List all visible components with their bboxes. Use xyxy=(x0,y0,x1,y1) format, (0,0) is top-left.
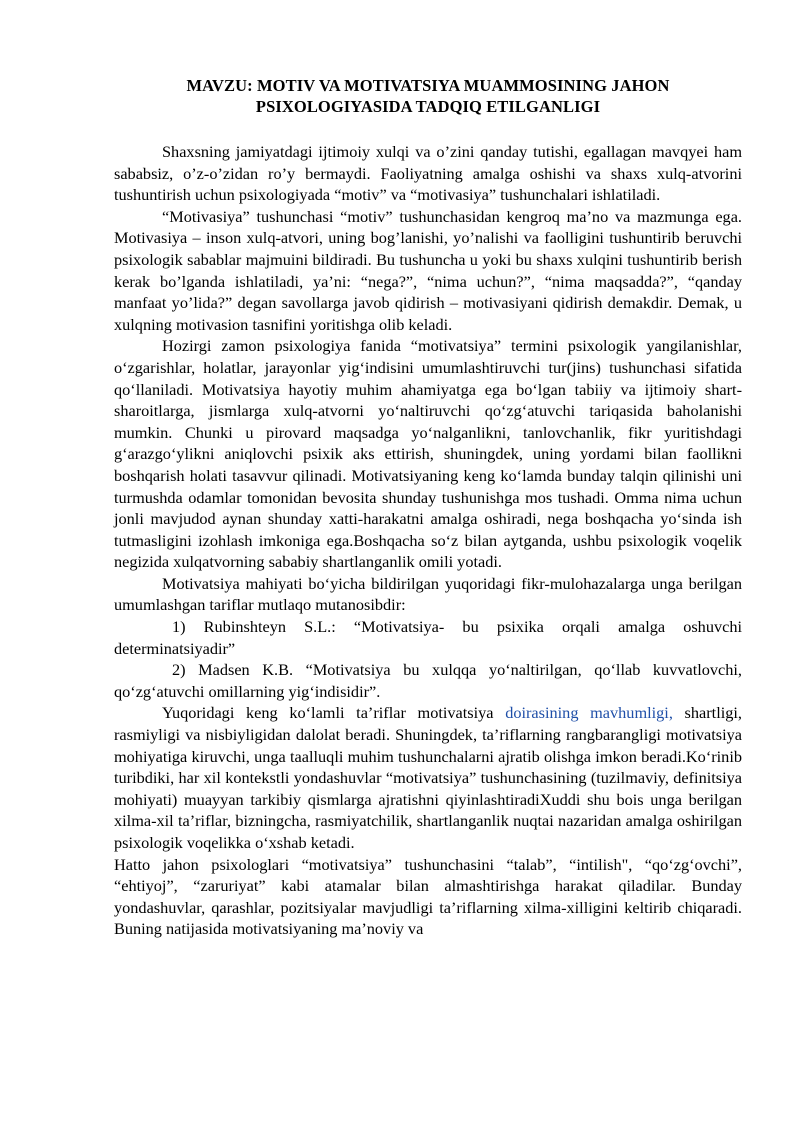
paragraph-8: Hatto jahon psixologlari “motivatsiya” tushunchasini “talab”, “intilish", “qo‘zg‘ovchi”, “ehtiyoj”, “zaruriyat” kabi atamalar bilan almashtirishga harakat qiladilar. Bunday yondashuvlar, qarashlar, pozitsiyalar mavjudligi ta’riflarning xilma-xilligini keltirib chiqaradi. Buning natijasida motivatsiyaning ma’noviy va xyxy=(114,854,742,939)
title-line-1: MAVZU: MOTIV VA MOTIVATSIYA MUAMMOSINING JAHON xyxy=(186,76,670,95)
definition-rubinshteyn: 1) Rubinshteyn S.L.: “Motivatsiya- bu psixika orqali amalga oshuvchi determinatsiyadir” xyxy=(114,617,742,658)
paragraph-1: Shaxsning jamiyatdagi ijtimoiy xulqi va o’zini qanday tutishi, egallagan mavqyei ham sababsiz, o’z-o’zidan ro’y bermaydi. Faoliyatning amalga oshishi va shaxs xulq-atvorini tushuntirish uchun psixologiyada “motiv” va “motivasiya” tushunchalari ishlatiladi. xyxy=(114,142,742,205)
definition-madsen: 2) Madsen K.B. “Motivatsiya bu xulqqa yo‘naltirilgan, qo‘llab kuvvatlovchi, qo‘zg‘atuvchi omillarning yig‘indisidir”. xyxy=(114,660,742,701)
hyperlink-text[interactable]: doirasining mavhumligi, xyxy=(505,703,673,723)
paragraph-7 xyxy=(114,702,742,853)
paragraph-4: Motivatsiya mahiyati bo‘yicha bildirilgan yuqoridagi fikr-mulohazalarga unga berilgan umumlashgan tariflar mutlaqo mutanosibdir: xyxy=(114,573,742,615)
paragraph-7-end: shartligi, rasmiyligi va nisbiyligidan dalolat beradi. Shuningdek, ta’riflarning rangbarangligi motivatsiya mohiyatiga kiruvchi, unga taalluqli muhim tushunchalarni ajratib olishga imkon beradi.Ko‘rinib turibdiki, har xil kontekstli yondashuvlar “motivatsiya” tushunchasining (tuzilmaviy, definitsiya mohiyati) muayyan tarkibiy qismlarga ajratishni qiyinlashtiradiXuddi shu bois unga berilgan xilma-xil ta’riflar, bizningcha, rasmiyatchilik, shartlanganlik nuqtai nazaridan amalga oshirilgan psixologik voqelikka o‘xshab ketadi. xyxy=(114,703,742,852)
page-title xyxy=(114,75,742,117)
paragraph-2: “Motivasiya” tushunchasi “motiv” tushunchasidan kengroq ma’no va mazmunga ega. Motivasiya – inson xulq-atvori, uning bog’lanishi, yo’nalishi va faolligini tushuntirib beruvchi psixologik sabablar majmuini bildiradi. Bu tushuncha u yoki bu shaxs xulqini tushuntirib berish kerak bo’lganda ishlatiladi, ya’ni: “nega?”, “nima uchun?”, “nima maqsadda?”, “qanday manfaat yo’lida?” degan savollarga javob qidirish – motivasiyani qidirish demakdir. Demak, u xulqning motivasion tasnifini yoritishga olib keladi. xyxy=(114,206,742,334)
title-line-2: PSIXOLOGIYASIDA TADQIQ ETILGANLIGI xyxy=(255,97,601,116)
paragraph-7-start: Yuqoridagi keng ko‘lamli ta’riflar motivatsiya xyxy=(162,703,506,723)
paragraph-3: Hozirgi zamon psixologiya fanida “motivatsiya” termini psixologik yangilanishlar, o‘zgarishlar, holatlar, jarayonlar yig‘indisini umumlashtiruvchi tur(jins) tushunchasi sifatida qo‘llaniladi. Motivatsiya hayotiy muhim ahamiyatga ega bo‘lgan tabiiy va ijtimoiy shart-sharoitlarga, jismlarga xulq-atvorni yo‘naltiruvchi qo‘zg‘atuvchi tariqasida baholanishi mumkin. Chunki u pirovard maqsadga yo‘nalganlikni, tanlovchanlik, fikr yuritishdagi g‘arazgo‘ylikni aniqlovchi psixik aks ettirish, shuningdek, uning yordami bilan faollikni boshqarish holati tasavvur qilinadi. Motivatsiyaning keng ko‘lamda bunday talqin qilinishi uni turmushda odamlar tomonidan bevosita shunday tushunishga mos tushadi. Omma nima uchun jonli mavjudod aynan shunday xatti-harakatni amalga oshiradi, nega boshqacha yo‘sinda ish tutmasligini izohlash imkoniga ega.Boshqacha so‘z bilan aytganda, ushbu psixologik voqelik negizida xulqatvorning sababiy shartlanganlik omili yotadi. xyxy=(114,336,742,572)
